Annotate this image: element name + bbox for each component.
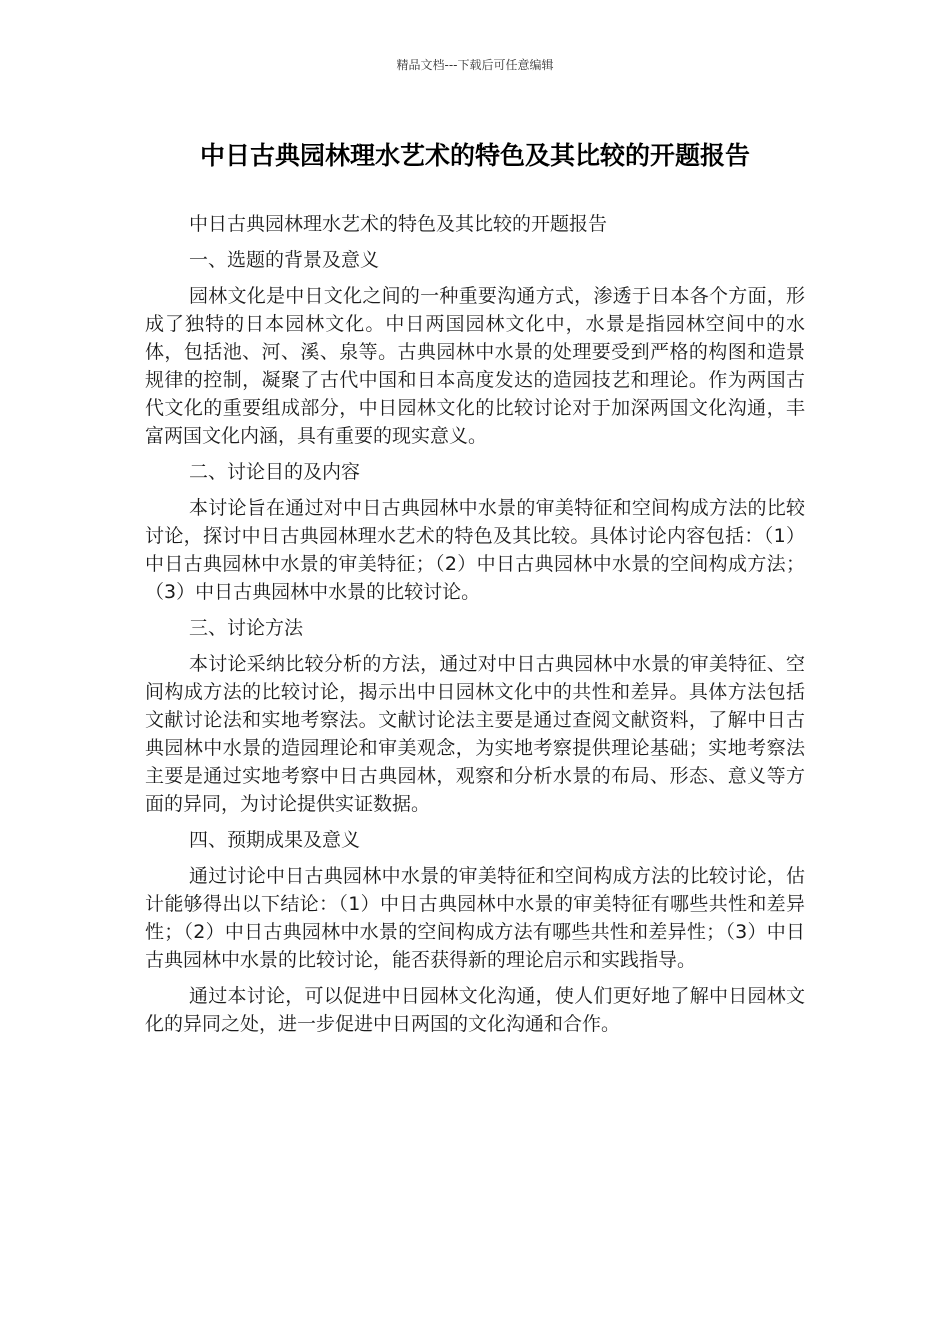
section-heading-1: 一、选题的背景及意义 bbox=[189, 249, 380, 271]
section-heading-2: 二、讨论目的及内容 bbox=[189, 461, 361, 483]
section-heading-4: 四、预期成果及意义 bbox=[189, 829, 361, 851]
section-2-paragraph: 本讨论旨在通过对中日古典园林中水景的审美特征和空间构成方法的比较讨论，探讨中日古典园林理水艺术的特色及其比较。具体讨论内容包括：（1）中日古典园林中水景的审美特征；（2）中日古典园林中水景的空间构成方法；（3）中日古典园林中水景的比较讨论。 bbox=[145, 497, 805, 603]
section-3-paragraph: 本讨论采纳比较分析的方法，通过对中日古典园林中水景的审美特征、空间构成方法的比较讨论，揭示出中日园林文化中的共性和差异。具体方法包括文献讨论法和实地考察法。文献讨论法主要是通过查阅文献资料，了解中日古典园林中水景的造园理论和审美观念，为实地考察提供理论基础；实地考察法主要是通过实地考察中日古典园林，观察和分析水景的布局、形态、意义等方面的异同，为讨论提供实证数据。 bbox=[145, 653, 805, 815]
section-4-paragraph-1: 通过讨论中日古典园林中水景的审美特征和空间构成方法的比较讨论，估计能够得出以下结论：（1）中日古典园林中水景的审美特征有哪些共性和差异性；（2）中日古典园林中水景的空间构成方法有哪些共性和差异性；（3）中日古典园林中水景的比较讨论，能否获得新的理论启示和实践指导。 bbox=[145, 865, 805, 971]
document-subtitle: 中日古典园林理水艺术的特色及其比较的开题报告 bbox=[189, 213, 608, 235]
section-4-paragraph-2: 通过本讨论，可以促进中日园林文化沟通，使人们更好地了解中日园林文化的异同之处，进一步促进中日两国的文化沟通和合作。 bbox=[145, 985, 805, 1035]
header-note: 精品文档---下载后可任意编辑 bbox=[396, 58, 554, 72]
document-body bbox=[145, 210, 805, 1046]
section-heading-3: 三、讨论方法 bbox=[189, 617, 304, 639]
section-1-paragraph: 园林文化是中日文化之间的一种重要沟通方式，渗透于日本各个方面，形成了独特的日本园林文化。中日两国园林文化中，水景是指园林空间中的水体，包括池、河、溪、泉等。古典园林中水景的处理要受到严格的构图和造景规律的控制，凝聚了古代中国和日本高度发达的造园技艺和理论。作为两国古代文化的重要组成部分，中日园林文化的比较讨论对于加深两国文化沟通，丰富两国文化内涵，具有重要的现实意义。 bbox=[145, 285, 805, 447]
document-title: 中日古典园林理水艺术的特色及其比较的开题报告 bbox=[199, 141, 750, 170]
